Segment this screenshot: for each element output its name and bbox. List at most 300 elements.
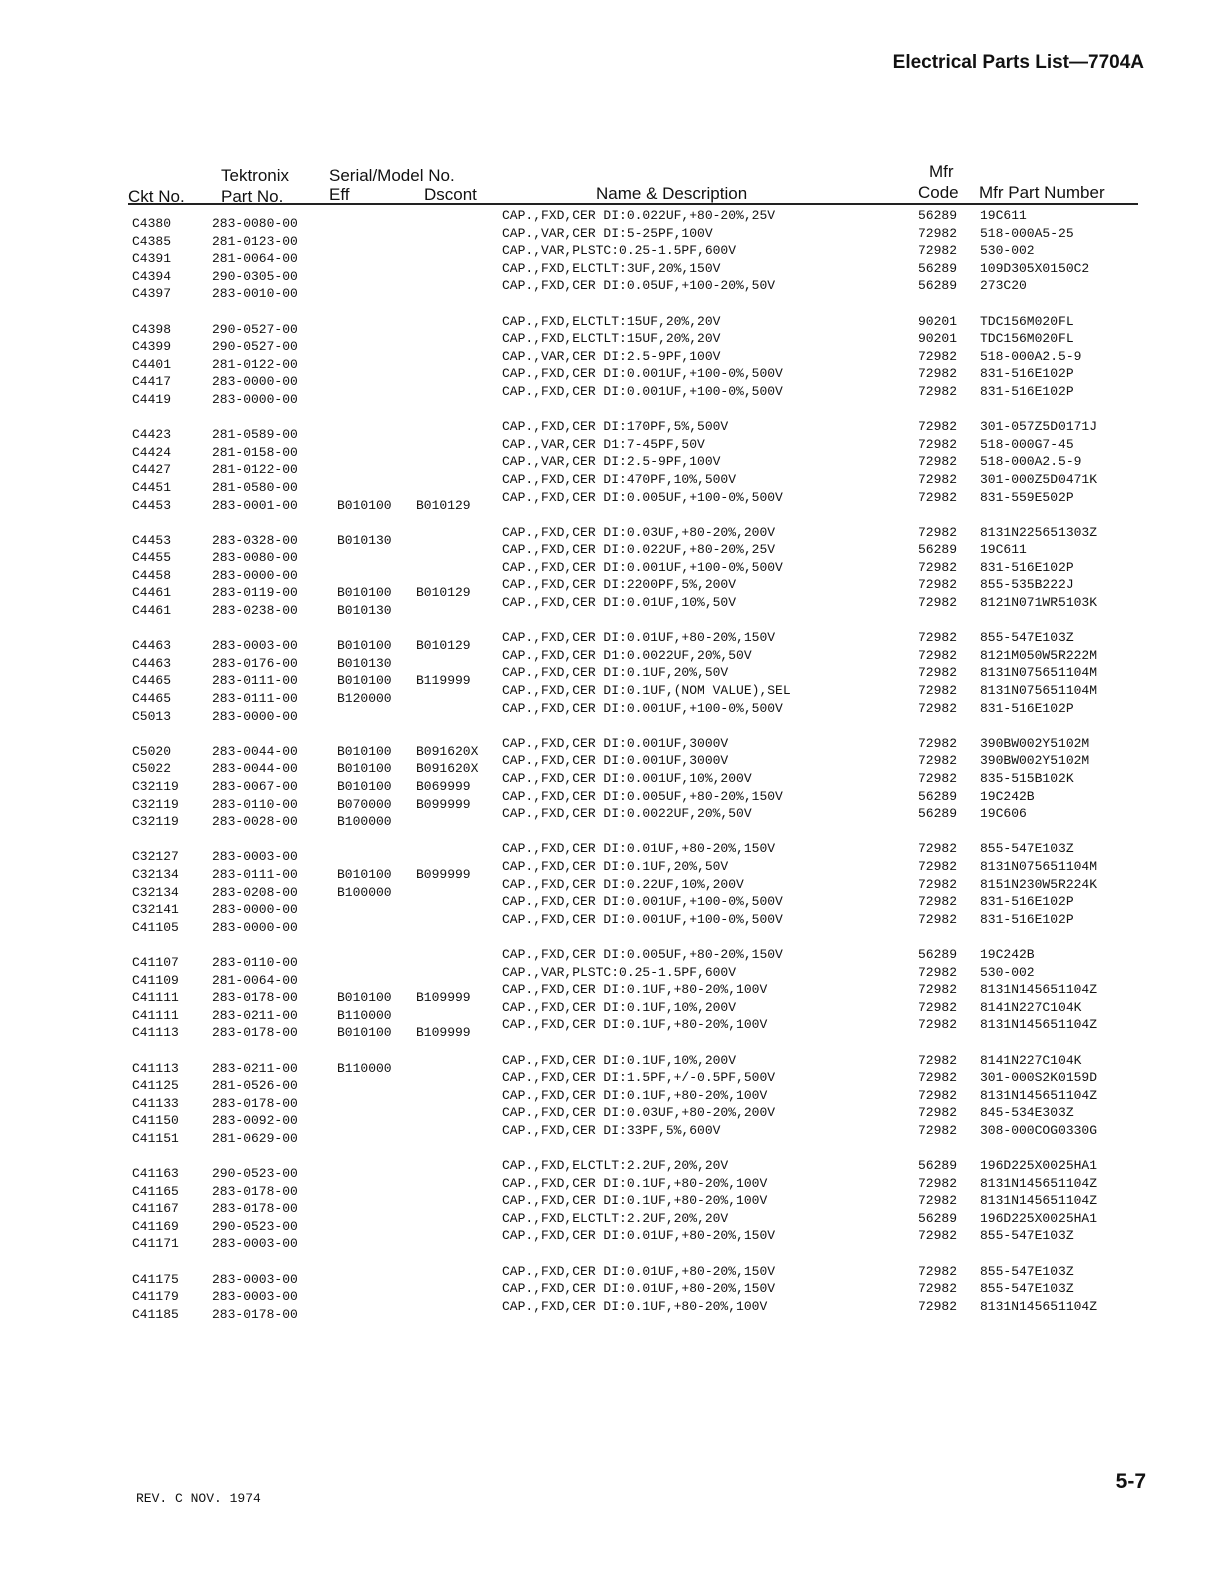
serial-discontinued: B010129 bbox=[416, 638, 471, 654]
mfr-part-number: 196D225X0025HA1 bbox=[980, 1158, 1098, 1174]
revision-note: REV. C NOV. 1974 bbox=[136, 1491, 261, 1506]
ckt-number: C4463 bbox=[132, 638, 172, 654]
parts-row bbox=[130, 1052, 1140, 1076]
part-description: CAP.,FXD,CER DI:0.0022UF,20%,50V bbox=[502, 806, 752, 822]
mfr-code: 72982 bbox=[918, 383, 958, 399]
part-number: 283-0080-00 bbox=[212, 216, 298, 231]
serial-discontinued: B069999 bbox=[416, 779, 471, 794]
mfr-part-number: 19C611 bbox=[980, 542, 1027, 558]
part-number: 283-0000-00 bbox=[212, 708, 298, 724]
parts-row bbox=[130, 383, 1140, 407]
parts-row bbox=[130, 1104, 1140, 1129]
serial-effective: B010100 bbox=[337, 497, 392, 513]
part-description: CAP.,FXD,CER DI:0.1UF,10%,200V bbox=[502, 1052, 737, 1068]
part-description: CAP.,FXD,ELCTLT:3UF,20%,150V bbox=[502, 260, 721, 276]
parts-row bbox=[130, 999, 1140, 1023]
parts-row bbox=[130, 1192, 1140, 1217]
part-number: 283-0092-00 bbox=[212, 1113, 298, 1129]
column-header-part-no: Part No. bbox=[221, 187, 284, 206]
mfr-code: 72982 bbox=[918, 665, 958, 681]
parts-row bbox=[130, 840, 1140, 865]
part-description: CAP.,FXD,CER DI:0.03UF,+80-20%,200V bbox=[502, 524, 776, 540]
serial-discontinued: B099999 bbox=[416, 866, 471, 882]
ckt-number: C41111 bbox=[132, 1007, 179, 1023]
ckt-number: C4465 bbox=[132, 673, 172, 689]
ckt-number: C41150 bbox=[132, 1113, 179, 1129]
part-description: CAP.,FXD,CER DI:0.22UF,10%,200V bbox=[502, 876, 744, 892]
mfr-code: 72982 bbox=[918, 454, 958, 470]
part-description: CAP.,FXD,CER DI:0.005UF,+80-20%,150V bbox=[502, 788, 783, 804]
parts-row bbox=[130, 365, 1140, 390]
part-number: 283-0080-00 bbox=[212, 550, 298, 566]
parts-row bbox=[130, 805, 1140, 830]
part-description: CAP.,FXD,ELCTLT:15UF,20%,20V bbox=[502, 331, 721, 347]
column-header-eff: Eff bbox=[329, 185, 350, 204]
mfr-part-number: 518-000G7-45 bbox=[980, 436, 1074, 452]
mfr-part-number: 8141N227C104K bbox=[980, 1052, 1082, 1068]
mfr-part-number: 109D305X0150C2 bbox=[980, 260, 1090, 276]
ckt-number: C41113 bbox=[132, 1060, 179, 1076]
part-description: CAP.,FXD,CER DI:0.001UF,+100-0%,500V bbox=[502, 383, 783, 399]
part-number: 283-0211-00 bbox=[212, 1060, 298, 1076]
ckt-number: C41113 bbox=[132, 1025, 179, 1041]
ckt-number: C41167 bbox=[132, 1201, 179, 1217]
part-number: 281-0064-00 bbox=[212, 251, 298, 267]
mfr-code: 72982 bbox=[918, 1087, 958, 1103]
part-number: 283-0119-00 bbox=[212, 585, 298, 601]
parts-row bbox=[130, 260, 1140, 284]
ckt-number: C32119 bbox=[132, 796, 179, 812]
ckt-number: C4417 bbox=[132, 374, 172, 390]
part-number: 283-0010-00 bbox=[212, 286, 298, 302]
ckt-number: C4380 bbox=[132, 216, 172, 231]
mfr-part-number: 855-547E103Z bbox=[980, 1228, 1074, 1244]
part-description: CAP.,FXD,CER DI:0.01UF,10%,50V bbox=[502, 595, 737, 611]
serial-effective: B010100 bbox=[337, 673, 392, 689]
part-number: 290-0523-00 bbox=[212, 1218, 298, 1234]
parts-row bbox=[130, 277, 1140, 302]
part-number: 283-0178-00 bbox=[212, 990, 298, 1006]
parts-group bbox=[130, 1263, 1140, 1322]
parts-row bbox=[130, 1122, 1140, 1146]
parts-row bbox=[130, 946, 1140, 970]
mfr-part-number: TDC156M020FL bbox=[980, 331, 1074, 347]
serial-effective: B010100 bbox=[337, 761, 392, 777]
part-number: 283-0111-00 bbox=[212, 691, 298, 707]
mfr-code: 56289 bbox=[918, 806, 958, 822]
ckt-number: C41105 bbox=[132, 919, 179, 935]
part-number: 283-0328-00 bbox=[212, 532, 298, 548]
mfr-part-number: 845-534E303Z bbox=[980, 1105, 1074, 1121]
mfr-code: 72982 bbox=[918, 735, 958, 751]
parts-row bbox=[130, 576, 1140, 601]
part-number: 283-0178-00 bbox=[212, 1025, 298, 1041]
column-header-serial-model: Serial/Model No. bbox=[329, 166, 455, 185]
mfr-part-number: 8131N145651104Z bbox=[980, 1298, 1098, 1314]
part-number: 283-0067-00 bbox=[212, 779, 298, 794]
part-number: 283-0111-00 bbox=[212, 673, 298, 689]
mfr-part-number: 8131N145651104Z bbox=[980, 1087, 1098, 1103]
parts-group bbox=[130, 946, 1140, 1041]
parts-row bbox=[130, 893, 1140, 918]
part-description: CAP.,VAR,CER DI:2.5-9PF,100V bbox=[502, 454, 721, 470]
part-description: CAP.,FXD,CER DI:0.01UF,+80-20%,150V bbox=[502, 1281, 776, 1297]
mfr-part-number: 855-535B222J bbox=[980, 577, 1074, 593]
ckt-number: C4461 bbox=[132, 603, 172, 619]
mfr-part-number: 8131N075651104M bbox=[980, 665, 1098, 681]
mfr-part-number: 831-516E102P bbox=[980, 559, 1074, 575]
ckt-number: C4385 bbox=[132, 233, 172, 249]
mfr-code: 72982 bbox=[918, 524, 958, 540]
ckt-number: C4461 bbox=[132, 585, 172, 601]
mfr-code: 72982 bbox=[918, 999, 958, 1015]
part-description: CAP.,FXD,CER DI:0.001UF,+100-0%,500V bbox=[502, 894, 783, 910]
mfr-part-number: TDC156M020FL bbox=[980, 313, 1074, 329]
ckt-number: C32141 bbox=[132, 902, 179, 918]
mfr-code: 72982 bbox=[918, 1263, 958, 1279]
mfr-code: 56289 bbox=[918, 208, 958, 223]
ckt-number: C41175 bbox=[132, 1271, 179, 1287]
part-description: CAP.,FXD,CER D1:0.0022UF,20%,50V bbox=[502, 647, 752, 663]
mfr-code: 72982 bbox=[918, 577, 958, 593]
ckt-number: C4451 bbox=[132, 479, 172, 495]
part-number: 281-0589-00 bbox=[212, 427, 298, 443]
parts-row bbox=[130, 788, 1140, 812]
part-number: 283-0003-00 bbox=[212, 1289, 298, 1305]
parts-row bbox=[130, 647, 1140, 671]
serial-effective: B120000 bbox=[337, 691, 392, 707]
part-number: 283-0000-00 bbox=[212, 902, 298, 918]
serial-effective: B010100 bbox=[337, 743, 392, 759]
part-description: CAP.,FXD,CER DI:0.1UF,+80-20%,100V bbox=[502, 1017, 768, 1033]
part-number: 283-0211-00 bbox=[212, 1007, 298, 1023]
mfr-code: 72982 bbox=[918, 964, 958, 980]
column-header-mfr: Mfr bbox=[929, 162, 954, 181]
parts-row bbox=[130, 225, 1140, 249]
mfr-part-number: 831-516E102P bbox=[980, 911, 1074, 927]
parts-row bbox=[130, 858, 1140, 882]
mfr-part-number: 8131N145651104Z bbox=[980, 1175, 1098, 1191]
part-description: CAP.,FXD,CER DI:0.05UF,+100-20%,50V bbox=[502, 278, 776, 294]
mfr-code: 56289 bbox=[918, 260, 958, 276]
part-number: 283-0028-00 bbox=[212, 814, 298, 830]
mfr-code: 72982 bbox=[918, 436, 958, 452]
serial-effective: B110000 bbox=[337, 1007, 392, 1023]
ckt-number: C41133 bbox=[132, 1095, 179, 1111]
mfr-code: 56289 bbox=[918, 542, 958, 558]
mfr-code: 90201 bbox=[918, 331, 958, 347]
parts-row bbox=[130, 1298, 1140, 1322]
column-header-name-description: Name & Description bbox=[596, 184, 748, 203]
mfr-code: 72982 bbox=[918, 595, 958, 611]
ckt-number: C41109 bbox=[132, 972, 179, 988]
parts-row bbox=[130, 876, 1140, 900]
part-description: CAP.,FXD,ELCTLT:2.2UF,20%,20V bbox=[502, 1158, 729, 1174]
serial-effective: B010130 bbox=[337, 532, 392, 548]
mfr-code: 72982 bbox=[918, 1122, 958, 1138]
parts-list bbox=[130, 207, 1140, 1333]
parts-row bbox=[130, 1227, 1140, 1252]
serial-discontinued: B010129 bbox=[416, 497, 471, 513]
part-description: CAP.,VAR,CER D1:7-45PF,50V bbox=[502, 436, 705, 452]
serial-effective: B100000 bbox=[337, 814, 392, 830]
mfr-code: 72982 bbox=[918, 1175, 958, 1191]
serial-effective: B010100 bbox=[337, 866, 392, 882]
ckt-number: C4394 bbox=[132, 268, 172, 284]
mfr-code: 72982 bbox=[918, 1228, 958, 1244]
ckt-number: C32127 bbox=[132, 849, 179, 865]
part-description: CAP.,VAR,PLSTC:0.25-1.5PF,600V bbox=[502, 243, 737, 259]
mfr-part-number: 301-000Z5D0471K bbox=[980, 471, 1098, 487]
mfr-part-number: 518-000A2.5-9 bbox=[980, 348, 1082, 364]
mfr-part-number: 831-559E502P bbox=[980, 489, 1074, 505]
ckt-number: C41163 bbox=[132, 1166, 179, 1182]
ckt-number: C4419 bbox=[132, 391, 172, 407]
mfr-code: 72982 bbox=[918, 894, 958, 910]
mfr-code: 56289 bbox=[918, 1158, 958, 1174]
part-description: CAP.,FXD,CER DI:0.022UF,+80-20%,25V bbox=[502, 542, 776, 558]
serial-discontinued: B010129 bbox=[416, 585, 471, 601]
mfr-code: 72982 bbox=[918, 1017, 958, 1033]
mfr-part-number: 19C611 bbox=[980, 208, 1027, 223]
parts-row bbox=[130, 471, 1140, 495]
parts-row bbox=[130, 313, 1140, 337]
part-number: 283-0044-00 bbox=[212, 743, 298, 759]
parts-row bbox=[130, 1280, 1140, 1305]
ckt-number: C41107 bbox=[132, 954, 179, 970]
ckt-number: C41125 bbox=[132, 1078, 179, 1094]
parts-row bbox=[130, 911, 1140, 935]
serial-effective: B010100 bbox=[337, 779, 392, 794]
parts-row bbox=[130, 524, 1140, 548]
parts-row bbox=[130, 207, 1140, 231]
mfr-part-number: 390BW002Y5102M bbox=[980, 735, 1090, 751]
mfr-part-number: 8121N071WR5103K bbox=[980, 595, 1098, 611]
parts-row bbox=[130, 242, 1140, 267]
ckt-number: C4465 bbox=[132, 691, 172, 707]
mfr-code: 72982 bbox=[918, 366, 958, 382]
part-description: CAP.,FXD,CER DI:0.005UF,+100-0%,500V bbox=[502, 489, 783, 505]
ckt-number: C4463 bbox=[132, 655, 172, 671]
mfr-code: 72982 bbox=[918, 982, 958, 998]
part-description: CAP.,FXD,CER DI:0.1UF,+80-20%,100V bbox=[502, 1298, 768, 1314]
serial-effective: B010100 bbox=[337, 1025, 392, 1041]
part-number: 281-0122-00 bbox=[212, 462, 298, 478]
mfr-part-number: 308-000COG0330G bbox=[980, 1122, 1098, 1138]
mfr-part-number: 831-516E102P bbox=[980, 894, 1074, 910]
parts-row bbox=[130, 330, 1140, 355]
mfr-code: 72982 bbox=[918, 243, 958, 259]
parts-row bbox=[130, 752, 1140, 777]
mfr-part-number: 19C242B bbox=[980, 946, 1035, 962]
part-number: 283-0003-00 bbox=[212, 1271, 298, 1287]
part-description: CAP.,FXD,CER DI:0.001UF,+100-0%,500V bbox=[502, 911, 783, 927]
part-number: 281-0122-00 bbox=[212, 356, 298, 372]
ckt-number: C4399 bbox=[132, 339, 172, 355]
mfr-code: 72982 bbox=[918, 876, 958, 892]
ckt-number: C5022 bbox=[132, 761, 172, 777]
part-number: 283-0111-00 bbox=[212, 866, 298, 882]
page-number: 5-7 bbox=[1115, 1470, 1146, 1493]
part-description: CAP.,FXD,CER DI:0.1UF,+80-20%,100V bbox=[502, 1193, 768, 1209]
parts-row bbox=[130, 664, 1140, 689]
part-number: 281-0123-00 bbox=[212, 233, 298, 249]
parts-row bbox=[130, 770, 1140, 794]
mfr-part-number: 301-057Z5D0171J bbox=[980, 419, 1098, 435]
part-description: CAP.,FXD,CER DI:0.1UF,(NOM VALUE),SEL bbox=[502, 683, 791, 699]
parts-row bbox=[130, 682, 1140, 707]
mfr-code: 56289 bbox=[918, 1210, 958, 1226]
part-number: 290-0523-00 bbox=[212, 1166, 298, 1182]
column-header-tektronix: Tektronix bbox=[221, 166, 290, 185]
part-number: 283-0000-00 bbox=[212, 374, 298, 390]
mfr-code: 72982 bbox=[918, 771, 958, 786]
mfr-part-number: 8131N145651104Z bbox=[980, 1193, 1098, 1209]
part-description: CAP.,FXD,CER DI:470PF,10%,500V bbox=[502, 471, 737, 487]
parts-group bbox=[130, 735, 1140, 830]
mfr-part-number: 530-002 bbox=[980, 964, 1035, 980]
mfr-part-number: 19C606 bbox=[980, 806, 1027, 822]
ckt-number: C41151 bbox=[132, 1130, 179, 1146]
serial-effective: B100000 bbox=[337, 884, 392, 900]
parts-row bbox=[130, 418, 1140, 443]
serial-discontinued: B109999 bbox=[416, 1025, 471, 1041]
parts-group bbox=[130, 629, 1140, 724]
mfr-part-number: 855-547E103Z bbox=[980, 841, 1074, 857]
column-header-ckt-no: Ckt No. bbox=[128, 187, 185, 206]
serial-effective: B110000 bbox=[337, 1060, 392, 1076]
mfr-code: 72982 bbox=[918, 1105, 958, 1121]
part-description: CAP.,FXD,ELCTLT:2.2UF,20%,20V bbox=[502, 1210, 729, 1226]
parts-row bbox=[130, 700, 1140, 724]
mfr-code: 56289 bbox=[918, 946, 958, 962]
ckt-number: C5013 bbox=[132, 708, 172, 724]
parts-row bbox=[130, 1087, 1140, 1111]
parts-row bbox=[130, 559, 1140, 583]
ckt-number: C4398 bbox=[132, 321, 172, 337]
part-description: CAP.,FXD,CER DI:1.5PF,+/-0.5PF,500V bbox=[502, 1070, 776, 1086]
mfr-part-number: 8131N145651104Z bbox=[980, 1017, 1098, 1033]
part-description: CAP.,FXD,CER DI:0.1UF,+80-20%,100V bbox=[502, 982, 768, 998]
part-description: CAP.,FXD,CER DI:170PF,5%,500V bbox=[502, 419, 729, 435]
ckt-number: C32134 bbox=[132, 884, 179, 900]
part-description: CAP.,FXD,CER DI:0.01UF,+80-20%,150V bbox=[502, 841, 776, 857]
part-description: CAP.,FXD,CER DI:0.01UF,+80-20%,150V bbox=[502, 1228, 776, 1244]
parts-row bbox=[130, 1157, 1140, 1182]
parts-row bbox=[130, 964, 1140, 988]
parts-group bbox=[130, 524, 1140, 619]
part-description: CAP.,FXD,CER DI:0.001UF,3000V bbox=[502, 735, 729, 751]
serial-discontinued: B119999 bbox=[416, 673, 471, 689]
mfr-code: 72982 bbox=[918, 1070, 958, 1086]
mfr-part-number: 530-002 bbox=[980, 243, 1035, 259]
part-description: CAP.,FXD,CER DI:0.1UF,20%,50V bbox=[502, 858, 729, 874]
part-number: 283-0000-00 bbox=[212, 391, 298, 407]
parts-group bbox=[130, 1052, 1140, 1146]
ckt-number: C41165 bbox=[132, 1183, 179, 1199]
parts-row bbox=[130, 1016, 1140, 1041]
ckt-number: C4427 bbox=[132, 462, 172, 478]
serial-effective: B010130 bbox=[337, 655, 392, 671]
mfr-part-number: 273C20 bbox=[980, 278, 1027, 294]
parts-group bbox=[130, 1157, 1140, 1252]
part-description: CAP.,FXD,CER DI:0.01UF,+80-20%,150V bbox=[502, 1263, 776, 1279]
mfr-part-number: 518-000A2.5-9 bbox=[980, 454, 1082, 470]
mfr-code: 72982 bbox=[918, 858, 958, 874]
part-description: CAP.,FXD,CER DI:0.001UF,+100-0%,500V bbox=[502, 366, 783, 382]
ckt-number: C4391 bbox=[132, 251, 172, 267]
part-description: CAP.,FXD,CER DI:0.1UF,10%,200V bbox=[502, 999, 737, 1015]
part-description: CAP.,FXD,CER DI:33PF,5%,600V bbox=[502, 1122, 721, 1138]
parts-group bbox=[130, 840, 1140, 935]
part-number: 281-0526-00 bbox=[212, 1078, 298, 1094]
mfr-code: 72982 bbox=[918, 559, 958, 575]
part-number: 283-0178-00 bbox=[212, 1095, 298, 1111]
ckt-number: C4458 bbox=[132, 567, 172, 583]
part-number: 281-0158-00 bbox=[212, 444, 298, 460]
part-number: 283-0000-00 bbox=[212, 567, 298, 583]
part-number: 283-0178-00 bbox=[212, 1183, 298, 1199]
part-number: 283-0110-00 bbox=[212, 954, 298, 970]
serial-effective: B070000 bbox=[337, 796, 392, 812]
parts-row bbox=[130, 735, 1140, 759]
part-description: CAP.,VAR,CER DI:2.5-9PF,100V bbox=[502, 348, 721, 364]
ckt-number: C4423 bbox=[132, 427, 172, 443]
mfr-part-number: 855-547E103Z bbox=[980, 1281, 1074, 1297]
serial-effective: B010100 bbox=[337, 990, 392, 1006]
part-number: 283-0044-00 bbox=[212, 761, 298, 777]
serial-effective: B010130 bbox=[337, 603, 392, 619]
mfr-part-number: 518-000A5-25 bbox=[980, 225, 1074, 241]
mfr-part-number: 831-516E102P bbox=[980, 383, 1074, 399]
mfr-part-number: 855-547E103Z bbox=[980, 630, 1074, 646]
ckt-number: C4453 bbox=[132, 532, 172, 548]
mfr-part-number: 8151N230W5R224K bbox=[980, 876, 1098, 892]
mfr-code: 72982 bbox=[918, 647, 958, 663]
ckt-number: C32119 bbox=[132, 814, 179, 830]
ckt-number: C41185 bbox=[132, 1306, 179, 1322]
ckt-number: C5020 bbox=[132, 743, 172, 759]
part-number: 283-0003-00 bbox=[212, 849, 298, 865]
mfr-part-number: 301-000S2K0159D bbox=[980, 1070, 1098, 1086]
part-number: 283-0000-00 bbox=[212, 919, 298, 935]
column-header-dscont: Dscont bbox=[424, 185, 477, 204]
part-description: CAP.,FXD,CER DI:0.1UF,+80-20%,100V bbox=[502, 1175, 768, 1191]
mfr-code: 72982 bbox=[918, 1281, 958, 1297]
mfr-part-number: 8131N145651104Z bbox=[980, 982, 1098, 998]
serial-discontinued: B109999 bbox=[416, 990, 471, 1006]
parts-row bbox=[130, 1069, 1140, 1094]
part-description: CAP.,FXD,CER DI:0.001UF,+100-0%,500V bbox=[502, 559, 783, 575]
ckt-number: C41179 bbox=[132, 1289, 179, 1305]
mfr-part-number: 8141N227C104K bbox=[980, 999, 1082, 1015]
mfr-code: 72982 bbox=[918, 1052, 958, 1068]
part-number: 283-0178-00 bbox=[212, 1201, 298, 1217]
mfr-part-number: 196D225X0025HA1 bbox=[980, 1210, 1098, 1226]
ckt-number: C41111 bbox=[132, 990, 179, 1006]
mfr-code: 56289 bbox=[918, 788, 958, 804]
mfr-code: 72982 bbox=[918, 1298, 958, 1314]
part-description: CAP.,FXD,ELCTLT:15UF,20%,20V bbox=[502, 313, 721, 329]
parts-row bbox=[130, 1263, 1140, 1287]
part-number: 283-0110-00 bbox=[212, 796, 298, 812]
mfr-part-number: 831-516E102P bbox=[980, 700, 1074, 716]
ckt-number: C4397 bbox=[132, 286, 172, 302]
parts-group bbox=[130, 418, 1140, 513]
mfr-code: 72982 bbox=[918, 700, 958, 716]
serial-discontinued: B099999 bbox=[416, 796, 471, 812]
mfr-code: 72982 bbox=[918, 841, 958, 857]
